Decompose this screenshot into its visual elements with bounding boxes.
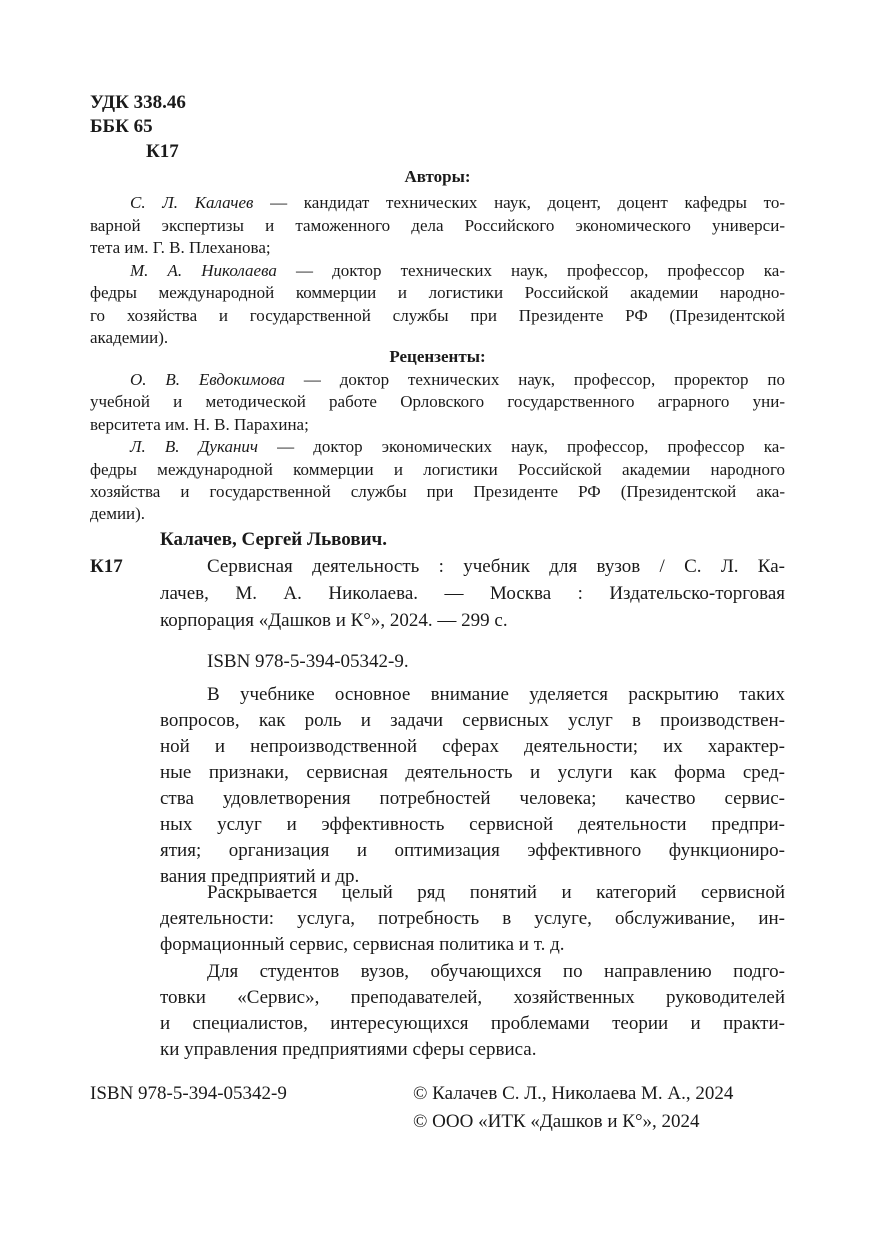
line-text: ятия; организация и оптимизация эффективного функциониро- bbox=[160, 840, 785, 861]
text-line bbox=[90, 393, 785, 410]
text-line bbox=[160, 1040, 785, 1059]
line-text: ки управления предприятиями сферы сервиса. bbox=[160, 1039, 537, 1060]
author-mark: К17 bbox=[146, 141, 179, 162]
text-line bbox=[130, 194, 785, 211]
line-text: и специалистов, интересующихся проблемами теории и практи- bbox=[160, 1013, 785, 1034]
line-text: вопросов, как роль и задачи сервисных услуг в производствен- bbox=[160, 710, 785, 731]
person-name: М. А. Николаева bbox=[130, 260, 277, 280]
line-text: ства удовлетворения потребностей человека; качество сервис- bbox=[160, 788, 785, 809]
text-line bbox=[90, 217, 785, 234]
line-text: — доктор технических наук, профессор, профессор ка- bbox=[276, 260, 785, 280]
text-line bbox=[207, 557, 785, 576]
text-line bbox=[207, 883, 785, 902]
line-text: учебной и методической работе Орловского государственного аграрного уни- bbox=[90, 392, 785, 412]
text-line bbox=[130, 371, 785, 388]
footer-isbn: ISBN 978-5-394-05342-9 bbox=[90, 1083, 287, 1104]
bbk-code: ББК 65 bbox=[90, 116, 153, 137]
text-line bbox=[160, 711, 785, 730]
line-text: Для студентов вузов, обучающихся по направлению подго- bbox=[207, 961, 785, 982]
bibliography-author: Калачев, Сергей Львович. bbox=[160, 529, 387, 550]
copyright-authors: © Калачев С. Л., Николаева М. А., 2024 bbox=[413, 1083, 734, 1104]
text-line bbox=[160, 988, 785, 1007]
line-text: хозяйства и государственной службы при Президенте РФ (Президентской ака- bbox=[90, 482, 785, 501]
text-line bbox=[160, 935, 785, 954]
text-line bbox=[90, 483, 785, 500]
person-name: О. В. Евдокимова bbox=[130, 370, 285, 389]
line-text: демии). bbox=[90, 504, 146, 524]
text-line bbox=[207, 962, 785, 981]
line-text: варной экспертизы и таможенного дела Российского экономического универси- bbox=[90, 215, 785, 235]
line-text: тета им. Г. В. Плеханова; bbox=[90, 238, 271, 257]
line-text: ной и непроизводственной сферах деятельности; их характер- bbox=[160, 736, 785, 757]
line-text: верситета им. Н. В. Парахина; bbox=[90, 414, 309, 434]
text-line bbox=[90, 329, 785, 346]
text-line bbox=[160, 841, 785, 860]
line-text: академии). bbox=[90, 328, 169, 347]
bibliography-isbn: ISBN 978-5-394-05342-9. bbox=[207, 651, 409, 672]
line-text: Раскрывается целый ряд понятий и категорий сервисной bbox=[207, 882, 785, 903]
line-text: лачев, М. А. Николаева. — Москва : Издательско-торговая bbox=[160, 583, 785, 604]
text-line bbox=[90, 239, 785, 256]
line-text: — кандидат технических наук, доцент, доцент кафедры то- bbox=[253, 193, 785, 212]
line-text: корпорация «Дашков и К°», 2024. — 299 с. bbox=[160, 610, 508, 631]
text-line bbox=[160, 611, 785, 630]
reviewers-heading: Рецензенты: bbox=[389, 347, 486, 366]
line-text: формационный сервис, сервисная политика и т. д. bbox=[160, 934, 565, 955]
authors-heading: Авторы: bbox=[404, 167, 471, 186]
text-line bbox=[90, 307, 785, 324]
text-line bbox=[160, 763, 785, 782]
text-line bbox=[90, 284, 785, 301]
line-text: В учебнике основное внимание уделяется раскрытию таких bbox=[207, 684, 785, 705]
text-line bbox=[90, 461, 785, 478]
text-line bbox=[207, 685, 785, 704]
text-line bbox=[130, 438, 785, 455]
line-text: ных услуг и эффективность сервисной деятельности предпри- bbox=[160, 814, 785, 835]
line-text: — доктор технических наук, профессор, проректор по bbox=[285, 370, 786, 389]
text-line bbox=[160, 584, 785, 603]
line-text: го хозяйства и государственной службы при Президенте РФ (Президентской bbox=[90, 305, 785, 325]
person-name: Л. В. Дуканич bbox=[130, 437, 259, 457]
bibliography-mark: К17 bbox=[90, 556, 123, 577]
line-text: деятельности: услуга, потребность в услуге, обслуживание, ин- bbox=[160, 908, 785, 929]
text-line bbox=[160, 789, 785, 808]
line-text: федры международной коммерции и логистики Российской академии народного bbox=[90, 459, 785, 479]
text-line bbox=[160, 1014, 785, 1033]
line-text: — доктор экономических наук, профессор, профессор ка- bbox=[258, 437, 785, 457]
person-name: С. Л. Калачев bbox=[130, 193, 254, 212]
line-text: ные признаки, сервисная деятельность и услуги как форма сред- bbox=[160, 762, 785, 783]
text-line bbox=[160, 815, 785, 834]
line-text: Сервисная деятельность : учебник для вузов / С. Л. Ка- bbox=[207, 556, 785, 577]
copyright-publisher: © ООО «ИТК «Дашков и К°», 2024 bbox=[413, 1111, 700, 1132]
line-text: вания предприятий и др. bbox=[160, 866, 360, 887]
line-text: федры международной коммерции и логистики Российской академии народно- bbox=[90, 283, 785, 302]
udk-code: УДК 338.46 bbox=[90, 92, 186, 113]
text-line bbox=[130, 262, 785, 279]
text-line bbox=[90, 505, 785, 522]
text-line bbox=[90, 416, 785, 433]
text-line bbox=[160, 737, 785, 756]
line-text: товки «Сервис», преподавателей, хозяйственных руководителей bbox=[160, 987, 785, 1008]
text-line bbox=[160, 909, 785, 928]
